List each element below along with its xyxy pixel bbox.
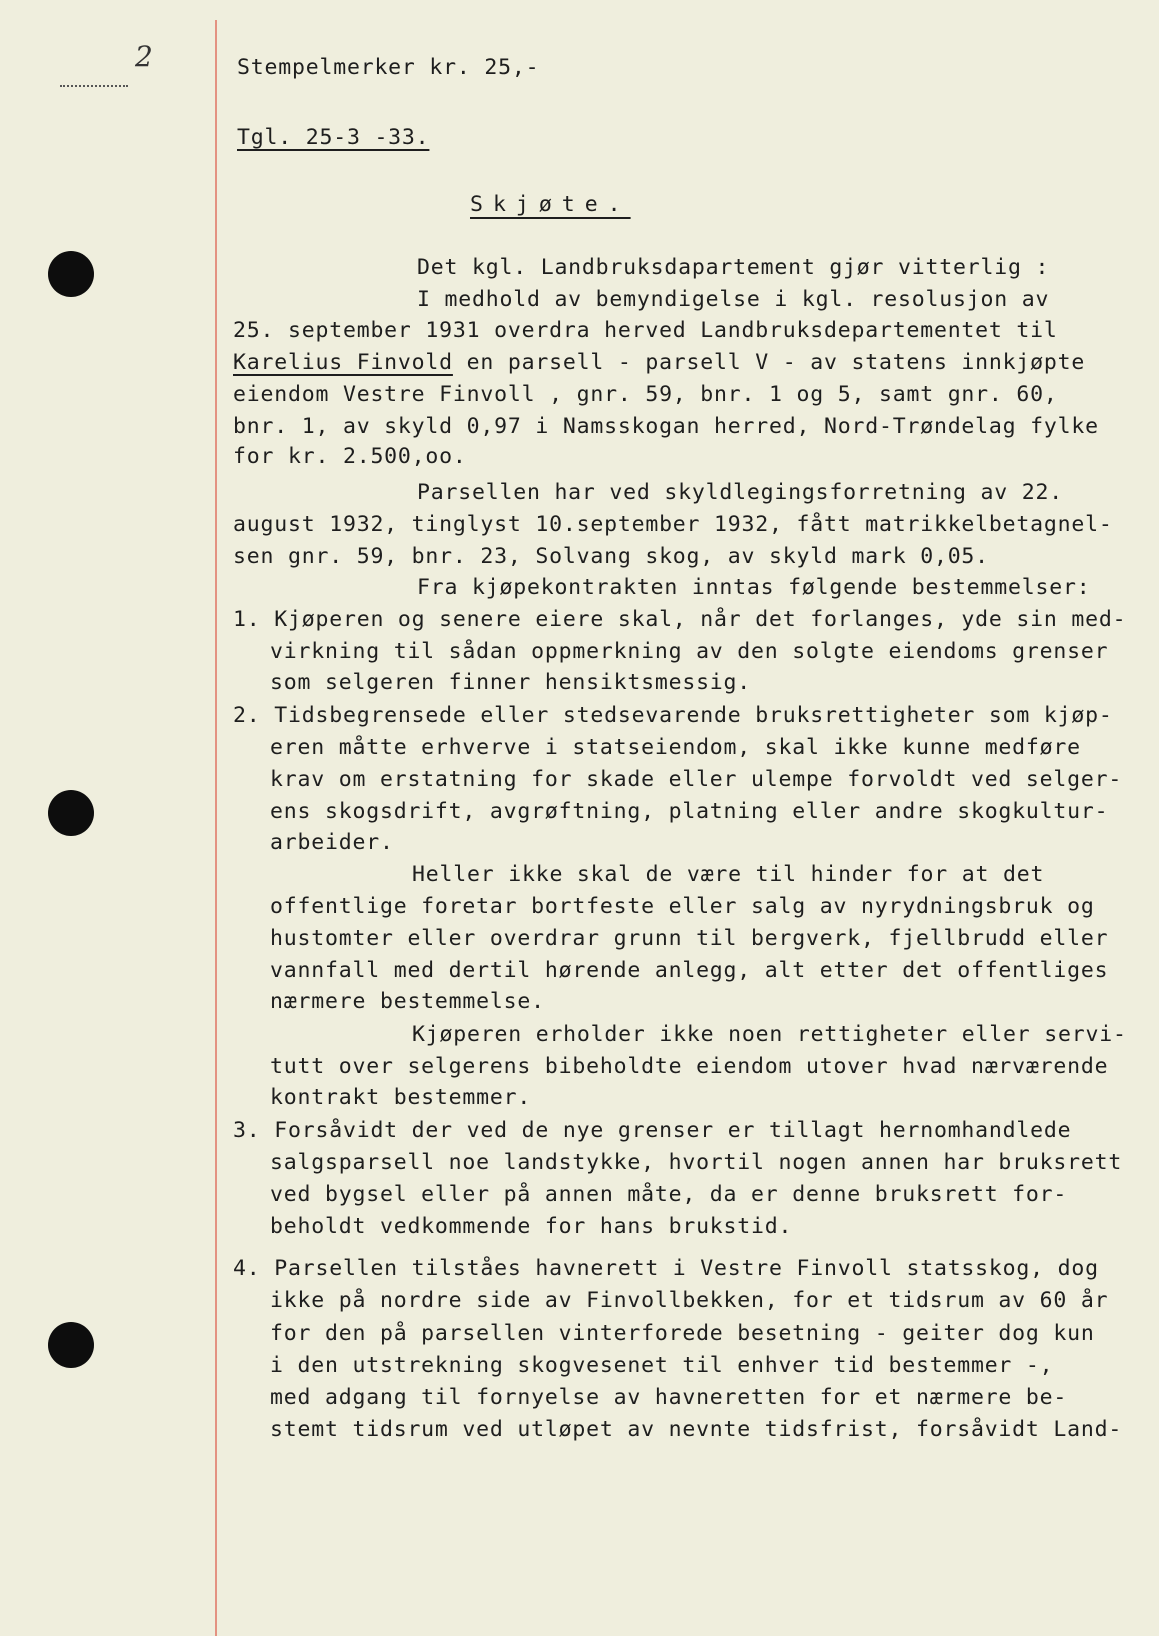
body-line: Fra kjøpekontrakten inntas følgende bestemmelser: [417,575,1091,600]
body-line: eren måtte erhverve i statseiendom, skal ikke kunne medføre [270,735,1081,760]
body-line: som selgeren finner hensiktsmessig. [270,670,752,695]
body-line: arbeider. [270,830,394,855]
punch-hole-icon [48,1322,94,1368]
body-line: med adgang til fornyelse av havneretten for et nærmere be- [270,1385,1068,1410]
body-line: I medhold av bemyndigelse i kgl. resolusjon av [417,287,1050,312]
page-number: 2 [135,40,153,73]
body-line: salgsparsell noe landstykke, hvortil nogen annen har bruksrett [270,1150,1123,1175]
buyer-name: Karelius Finvold [233,350,453,375]
body-line: 1. Kjøperen og senere eiere skal, når det forlanges, yde sin med- [233,607,1127,632]
body-line: ens skogsdrift, avgrøftning, platning eller andre skogkultur- [270,799,1109,824]
body-line: bnr. 1, av skyld 0,97 i Namsskogan herred, Nord-Trøndelag fylke [233,414,1099,439]
body-line: Heller ikke skal de være til hinder for at det [412,862,1045,887]
body-line: i den utstrekning skogvesenet til enhver tid bestemmer -, [270,1353,1054,1378]
registration-note: Tgl. 25-3 -33. [237,125,430,150]
body-line: 25. september 1931 overdra herved Landbruksdepartementet til [233,318,1058,343]
body-line: krav om erstatning for skade eller ulempe forvoldt ved selger- [270,767,1123,792]
body-line: august 1932, tinglyst 10.september 1932, fått matrikkelbetagnel- [233,512,1113,537]
body-line: 4. Parsellen tilståes havnerett i Vestre Finvoll statsskog, dog [233,1256,1099,1281]
punch-hole-icon [48,251,94,297]
body-line: eiendom Vestre Finvoll , gnr. 59, bnr. 1 og 5, samt gnr. 60, [233,382,1058,407]
body-line: ikke på nordre side av Finvollbekken, for et tidsrum av 60 år [270,1288,1109,1313]
body-line: 2. Tidsbegrensede eller stedsevarende bruksrettigheter som kjøp- [233,703,1113,728]
body-line: 3. Forsåvidt der ved de nye grenser er tillagt hernomhandlede [233,1118,1072,1143]
body-line: hustomter eller overdrar grunn til bergverk, fjellbrudd eller [270,926,1109,951]
body-line: kontrakt bestemmer. [270,1085,532,1110]
body-line: tutt over selgerens bibeholdte eiendom utover hvad nærværende [270,1054,1109,1079]
punch-hole-icon [48,790,94,836]
body-line: Karelius Finvold en parsell - parsell V - av statens innkjøpte [233,350,1086,375]
dotted-mark [60,85,128,87]
body-line: for kr. 2.500,oo. [233,444,467,469]
margin-line [215,20,217,1636]
body-line: virkning til sådan oppmerkning av den solgte eiendoms grenser [270,639,1109,664]
body-line: vannfall med dertil hørende anlegg, alt etter det offentliges [270,958,1109,983]
body-line: Kjøperen erholder ikke noen rettigheter eller servi- [412,1022,1127,1047]
document-title: Skjøte. [470,192,631,217]
stamp-line: Stempelmerker kr. 25,- [237,55,540,80]
body-line: nærmere bestemmelse. [270,989,545,1014]
body-line: beholdt vedkommende for hans brukstid. [270,1214,793,1239]
body-line: ved bygsel eller på annen måte, da er denne bruksrett for- [270,1182,1068,1207]
body-line: offentlige foretar bortfeste eller salg av nyrydningsbruk og [270,894,1095,919]
body-line: stemt tidsrum ved utløpet av nevnte tidsfrist, forsåvidt Land- [270,1417,1123,1442]
body-line: Parsellen har ved skyldlegingsforretning av 22. [417,480,1063,505]
body-line: for den på parsellen vinterforede besetning - geiter dog kun [270,1321,1095,1346]
body-line: Det kgl. Landbruksdapartement gjør vitterlig : [417,255,1050,280]
body-line: sen gnr. 59, bnr. 23, Solvang skog, av skyld mark 0,05. [233,544,989,569]
